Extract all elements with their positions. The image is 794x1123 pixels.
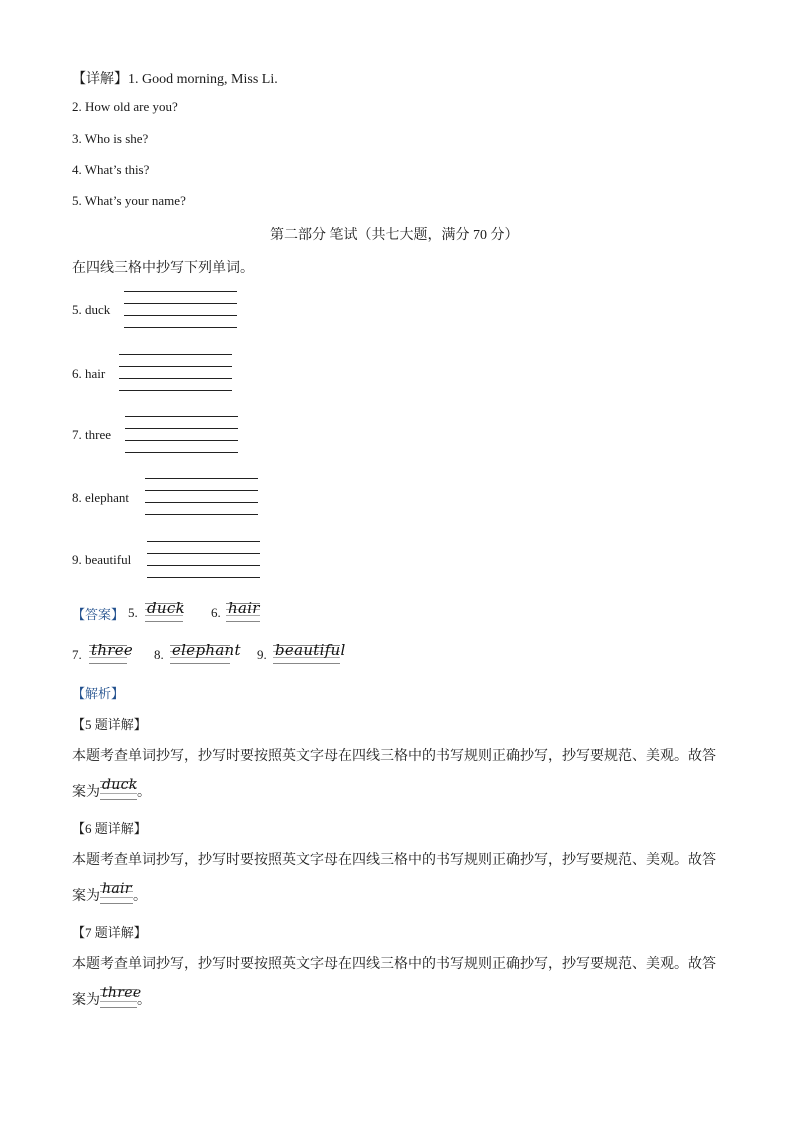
item-hair-label: 6. hair	[72, 366, 106, 381]
answer-num-5: 5.	[128, 605, 138, 620]
detail-line-1	[72, 68, 278, 88]
answer-word-hair: hair	[228, 599, 260, 617]
item-duck-label: 5. duck	[72, 302, 111, 317]
answer-label: 【答案】	[72, 607, 125, 622]
section-7-title: 【7 题详解】	[72, 925, 147, 940]
section-6-prefix: 案为	[72, 889, 100, 904]
four-line-grid-three[interactable]	[125, 416, 238, 453]
section-7-answer-word: three	[102, 985, 142, 1001]
section-5-conclusion	[72, 781, 100, 801]
section-7-suffix: 。	[137, 993, 151, 1008]
section-6-conclusion	[72, 885, 100, 905]
detail-text: 1. Good morning, Miss Li.	[128, 72, 278, 87]
answer-grid-duck	[145, 601, 183, 621]
detail-label: 【详解】	[72, 72, 128, 87]
section-5-prefix: 案为	[72, 785, 100, 800]
copy-instruction: 在四线三格中抄写下列单词。	[72, 261, 254, 276]
section-7-body: 本题考查单词抄写，抄写时要按照英文字母在四线三格中的书写规则正确抄写，抄写要规范、美观。故答	[72, 957, 716, 972]
four-line-grid-elephant[interactable]	[145, 478, 258, 515]
answer-grid-elephant	[170, 641, 241, 663]
answer-num-9: 9.	[257, 647, 267, 662]
item-beautiful-label: 9. beautiful	[72, 552, 132, 567]
answer-word-elephant: elephant	[172, 641, 241, 659]
section-7-conclusion	[72, 989, 100, 1009]
detail-line-5: 5. What’s your name?	[72, 193, 186, 208]
part2-heading: 第二部分 笔试（共七大题，满分 70 分）	[270, 228, 519, 243]
section-5-title: 【5 题详解】	[72, 717, 147, 732]
answer-num-7: 7.	[72, 647, 82, 662]
four-line-grid-hair[interactable]	[119, 354, 232, 391]
four-line-grid-beautiful[interactable]	[147, 541, 260, 578]
section-5-suffix: 。	[137, 785, 151, 800]
answer-num-6: 6.	[211, 605, 221, 620]
detail-line-4: 4. What’s this?	[72, 162, 150, 177]
section-7-answer-grid	[100, 985, 142, 1007]
answer-grid-three	[89, 641, 134, 663]
analysis-label: 【解析】	[72, 686, 125, 701]
section-6-suffix: 。	[133, 889, 147, 904]
item-elephant-label: 8. elephant	[72, 490, 130, 505]
answer-word-beautiful: beautiful	[275, 641, 346, 659]
item-three-label: 7. three	[72, 427, 111, 442]
section-5-body: 本题考查单词抄写，抄写时要按照英文字母在四线三格中的书写规则正确抄写，抄写要规范、美观。故答	[72, 749, 716, 764]
section-6-answer-word: hair	[102, 881, 132, 897]
section-5-answer-word: duck	[102, 777, 138, 793]
four-line-grid-duck[interactable]	[124, 291, 237, 328]
detail-line-3: 3. Who is she?	[72, 131, 149, 146]
section-6-body: 本题考查单词抄写，抄写时要按照英文字母在四线三格中的书写规则正确抄写，抄写要规范、美观。故答	[72, 853, 716, 868]
detail-line-2: 2. How old are you?	[72, 99, 178, 114]
section-7-prefix: 案为	[72, 993, 100, 1008]
section-6-answer-grid	[100, 883, 133, 903]
answer-grid-hair	[226, 601, 260, 621]
answer-word-three: three	[91, 641, 134, 659]
section-5-answer-grid	[100, 779, 137, 799]
answer-word-duck: duck	[147, 599, 185, 617]
section-6-title: 【6 题详解】	[72, 821, 147, 836]
answer-num-8: 8.	[154, 647, 164, 662]
answer-grid-beautiful	[273, 641, 346, 663]
